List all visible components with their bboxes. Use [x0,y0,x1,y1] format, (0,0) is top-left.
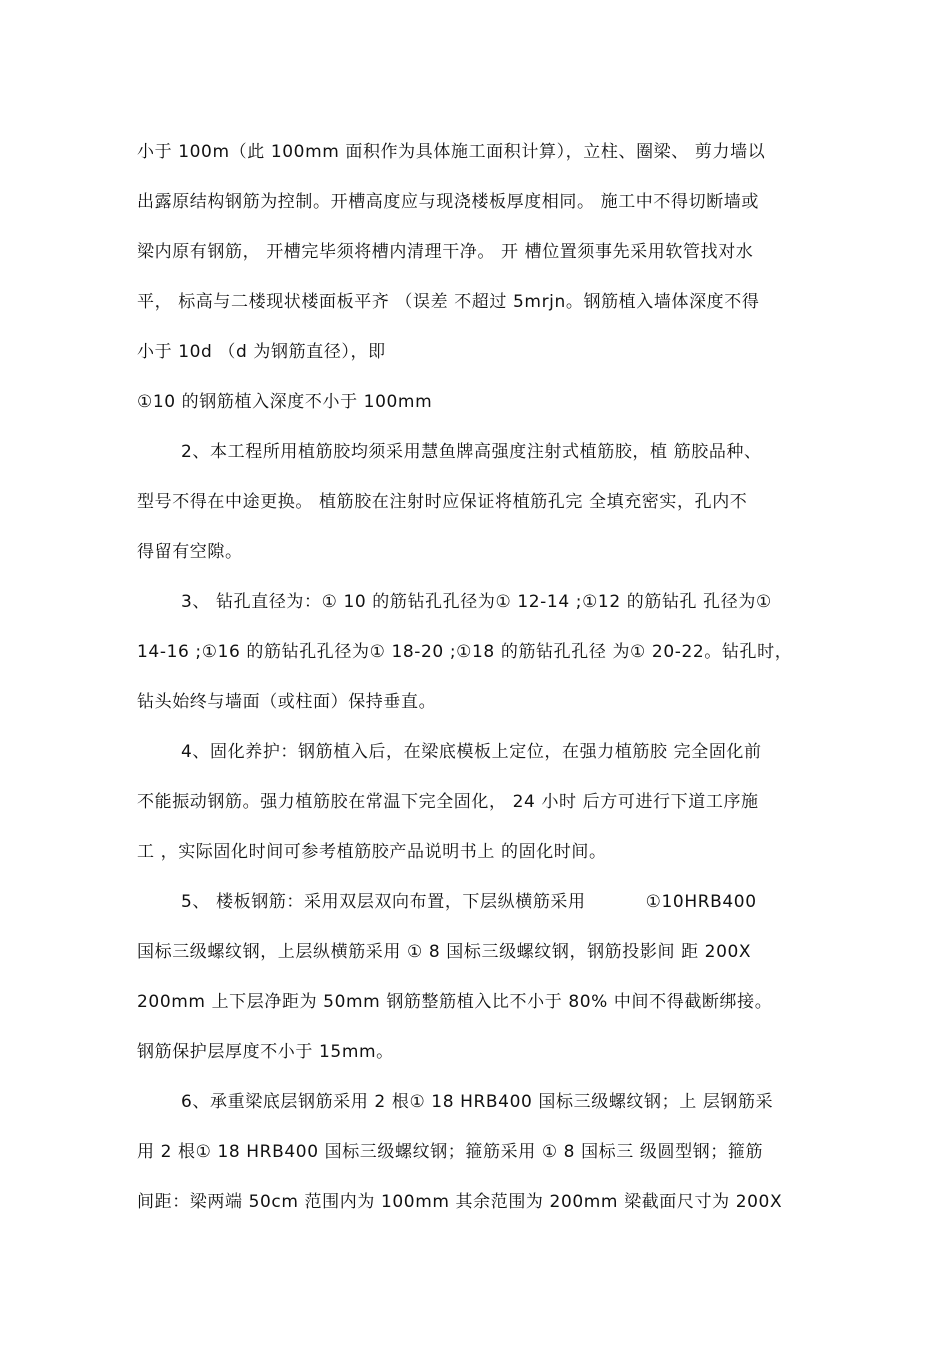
text-line: 200mm 上下层净距为 50mm 钢筋整筋植入比不小于 80% 中间不得截断绑接。 [137,992,773,1012]
paragraph-6-first-line: 6、承重梁底层钢筋采用 2 根① 18 HRB400 国标三级螺纹钢；上 层钢筋采 [181,1092,774,1112]
text-line: 出露原结构钢筋为控制。开槽高度应与现浇楼板厚度相同。 施工中不得切断墙或 [137,192,760,212]
text-line: 钻头始终与墙面（或柱面）保持垂直。 [137,692,437,712]
paragraph-4-first-line: 4、固化养护：钢筋植入后，在梁底模板上定位，在强力植筋胶 完全固化前 [181,742,762,762]
paragraph-5-first-line: 5、 楼板钢筋：采用双层双向布置，下层纵横筋采用 ①10HRB400 [181,892,757,912]
paragraph-2-first-line: 2、本工程所用植筋胶均须采用慧鱼牌高强度注射式植筋胶，植 筋胶品种、 [181,442,762,462]
text-line: 工 ，实际固化时间可参考植筋胶产品说明书上 的固化时间。 [137,842,607,862]
text-line: 国标三级螺纹钢，上层纵横筋采用 ① 8 国标三级螺纹钢，钢筋投影间 距 200X [137,942,752,962]
paragraph-3-first-line: 3、 钻孔直径为：① 10 的筋钻孔孔径为① 12-14 ;①12 的筋钻孔 孔径为① [181,592,772,612]
text-line: 用 2 根① 18 HRB400 国标三级螺纹钢；箍筋采用 ① 8 国标三 级圆型钢；箍筋 [137,1142,764,1162]
text-line: 间距：梁两端 50cm 范围内为 100mm 其余范围为 200mm 梁截面尺寸为 200X [137,1192,783,1212]
text-line: ①10 的钢筋植入深度不小于 100mm [137,392,433,412]
text-line: 得留有空隙。 [137,542,243,562]
text-line: 梁内原有钢筋， 开槽完毕须将槽内清理干净。 开 槽位置须事先采用软管找对水 [137,242,754,262]
text-line: 平， 标高与二楼现状楼面板平齐 （误差 不超过 5mrjn。钢筋植入墙体深度不得 [137,292,760,312]
text-line: 小于 100m（此 100mm 面积作为具体施工面积计算），立柱、圈梁、 剪力墙以 [137,142,766,162]
text-line: 小于 10d （d 为钢筋直径），即 [137,342,386,362]
text-line: 钢筋保护层厚度不小于 15mm。 [137,1042,394,1062]
text-line: 14-16 ;①16 的筋钻孔孔径为① 18-20 ;①18 的筋钻孔孔径 为① 20-22。钻孔时， [137,642,793,662]
text-line: 型号不得在中途更换。 植筋胶在注射时应保证将植筋孔完 全填充密实，孔内不 [137,492,748,512]
text-line: 不能振动钢筋。强力植筋胶在常温下完全固化， 24 小时 后方可进行下道工序施 [137,792,759,812]
